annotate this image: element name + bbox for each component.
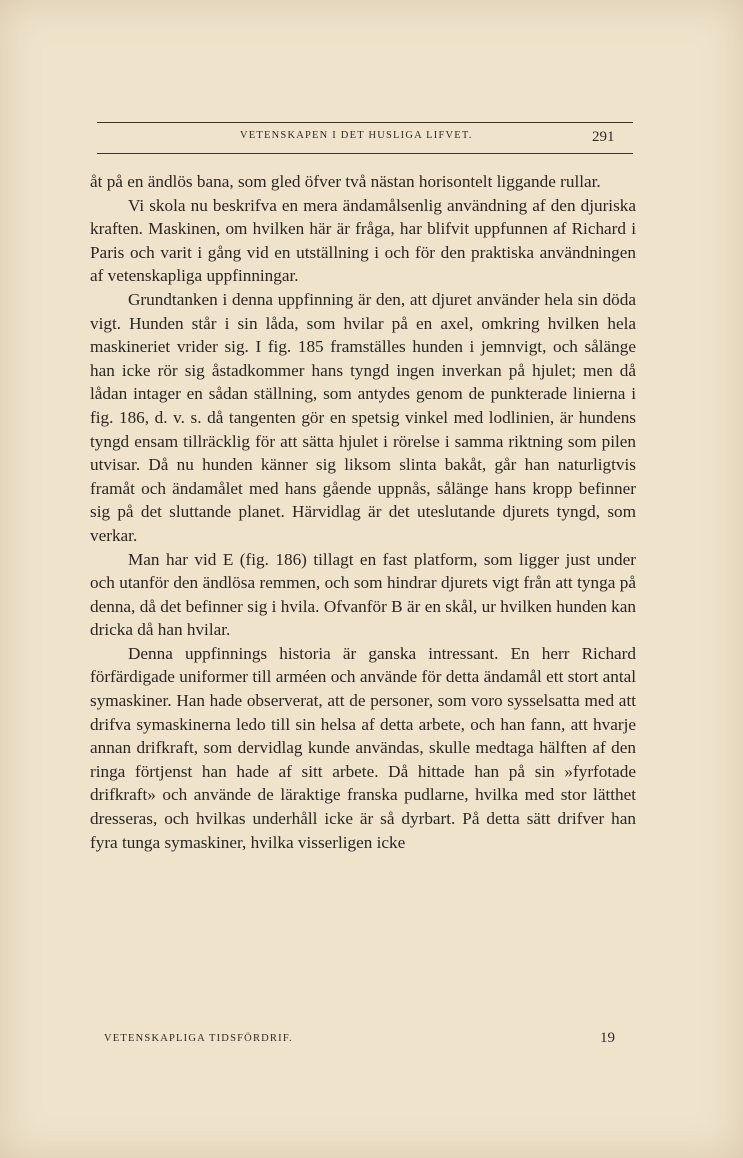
- paragraph-1: åt på en ändlös bana, som gled öfver två nästan horisontelt liggande rullar.: [90, 172, 601, 191]
- header-rule-bottom: [97, 153, 633, 154]
- paragraph-5: Denna uppfinnings historia är ganska intressant. En herr Richard förfärdigade uniformer till arméen och använde för detta ändamål ett stort antal symaskiner. Han hade observerat, att de personer, som voro sysselsatta med att drifva symaskinerna ledo till sin helsa af detta arbete, och han fann, att hvarje annan drifkraft, som dervidlag kunde användas, skulle medtaga hälften af den ringa förtjenst han hade af sitt arbete. Då hittade han på sin »fyrfotade drifkraft» och använde de läraktige franska pudlarne, hvilka med stor lätthet dresseras, och hvilkas underhåll icke är så dyrbart. På detta sätt drifver han fyra tunga symaskiner, hvilka visserligen icke: [90, 643, 636, 852]
- footer-sheet-number: 19: [600, 1030, 615, 1046]
- body-text: [90, 170, 636, 854]
- paragraph-3: Grundtanken i denna uppfinning är den, att djuret använder hela sin döda vigt. Hunden står i sin låda, som hvilar på en axel, omkring hvilken hela maskineriet vrider sig. I fig. 185 framställes hunden i jemnvigt, och sålänge han icke rör sig åstadkommer hans tyngd ingen inverkan på hjulet; men då lådan intager en sådan ställning, som antydes genom de punkterade linierna i fig. 186, d. v. s. då tangenten gör en spetsig vinkel med lodlinien, är hundens tyngd ensam tillräcklig för att sätta hjulet i rörelse i samma riktning som pilen utvisar. Då nu hunden känner sig liksom slinta bakåt, går han naturligtvis framåt och ändamålet med hans gående uppnås, sålänge hans kropp befinner sig på det sluttande planet. Härvidlag är det uteslutande djurets tyngd, som verkar.: [90, 289, 636, 545]
- footer-signature: VETENSKAPLIGA TIDSFÖRDRIF.: [104, 1033, 293, 1044]
- paragraph-2: Vi skola nu beskrifva en mera ändamålsenlig användning af den djuriska kraften. Maskinen, om hvilken här är fråga, har blifvit uppfunnen af Richard i Paris och varit i gång vid en utställning i och för den praktiska användningen af vetenskapliga uppfinningar.: [90, 195, 636, 286]
- page-number: 291: [592, 129, 615, 145]
- header-rule-top: [97, 122, 633, 123]
- paragraph-4: Man har vid E (fig. 186) tillagt en fast platform, som ligger just under och utanför den ändlösa remmen, och som hindrar djurets vigt från att tynga på denna, då det befinner sig i hvila. Ofvanför B är en skål, ur hvilken hunden kan dricka då han hvilar.: [90, 549, 636, 640]
- running-head: VETENSKAPEN I DET HUSLIGA LIFVET.: [240, 130, 473, 141]
